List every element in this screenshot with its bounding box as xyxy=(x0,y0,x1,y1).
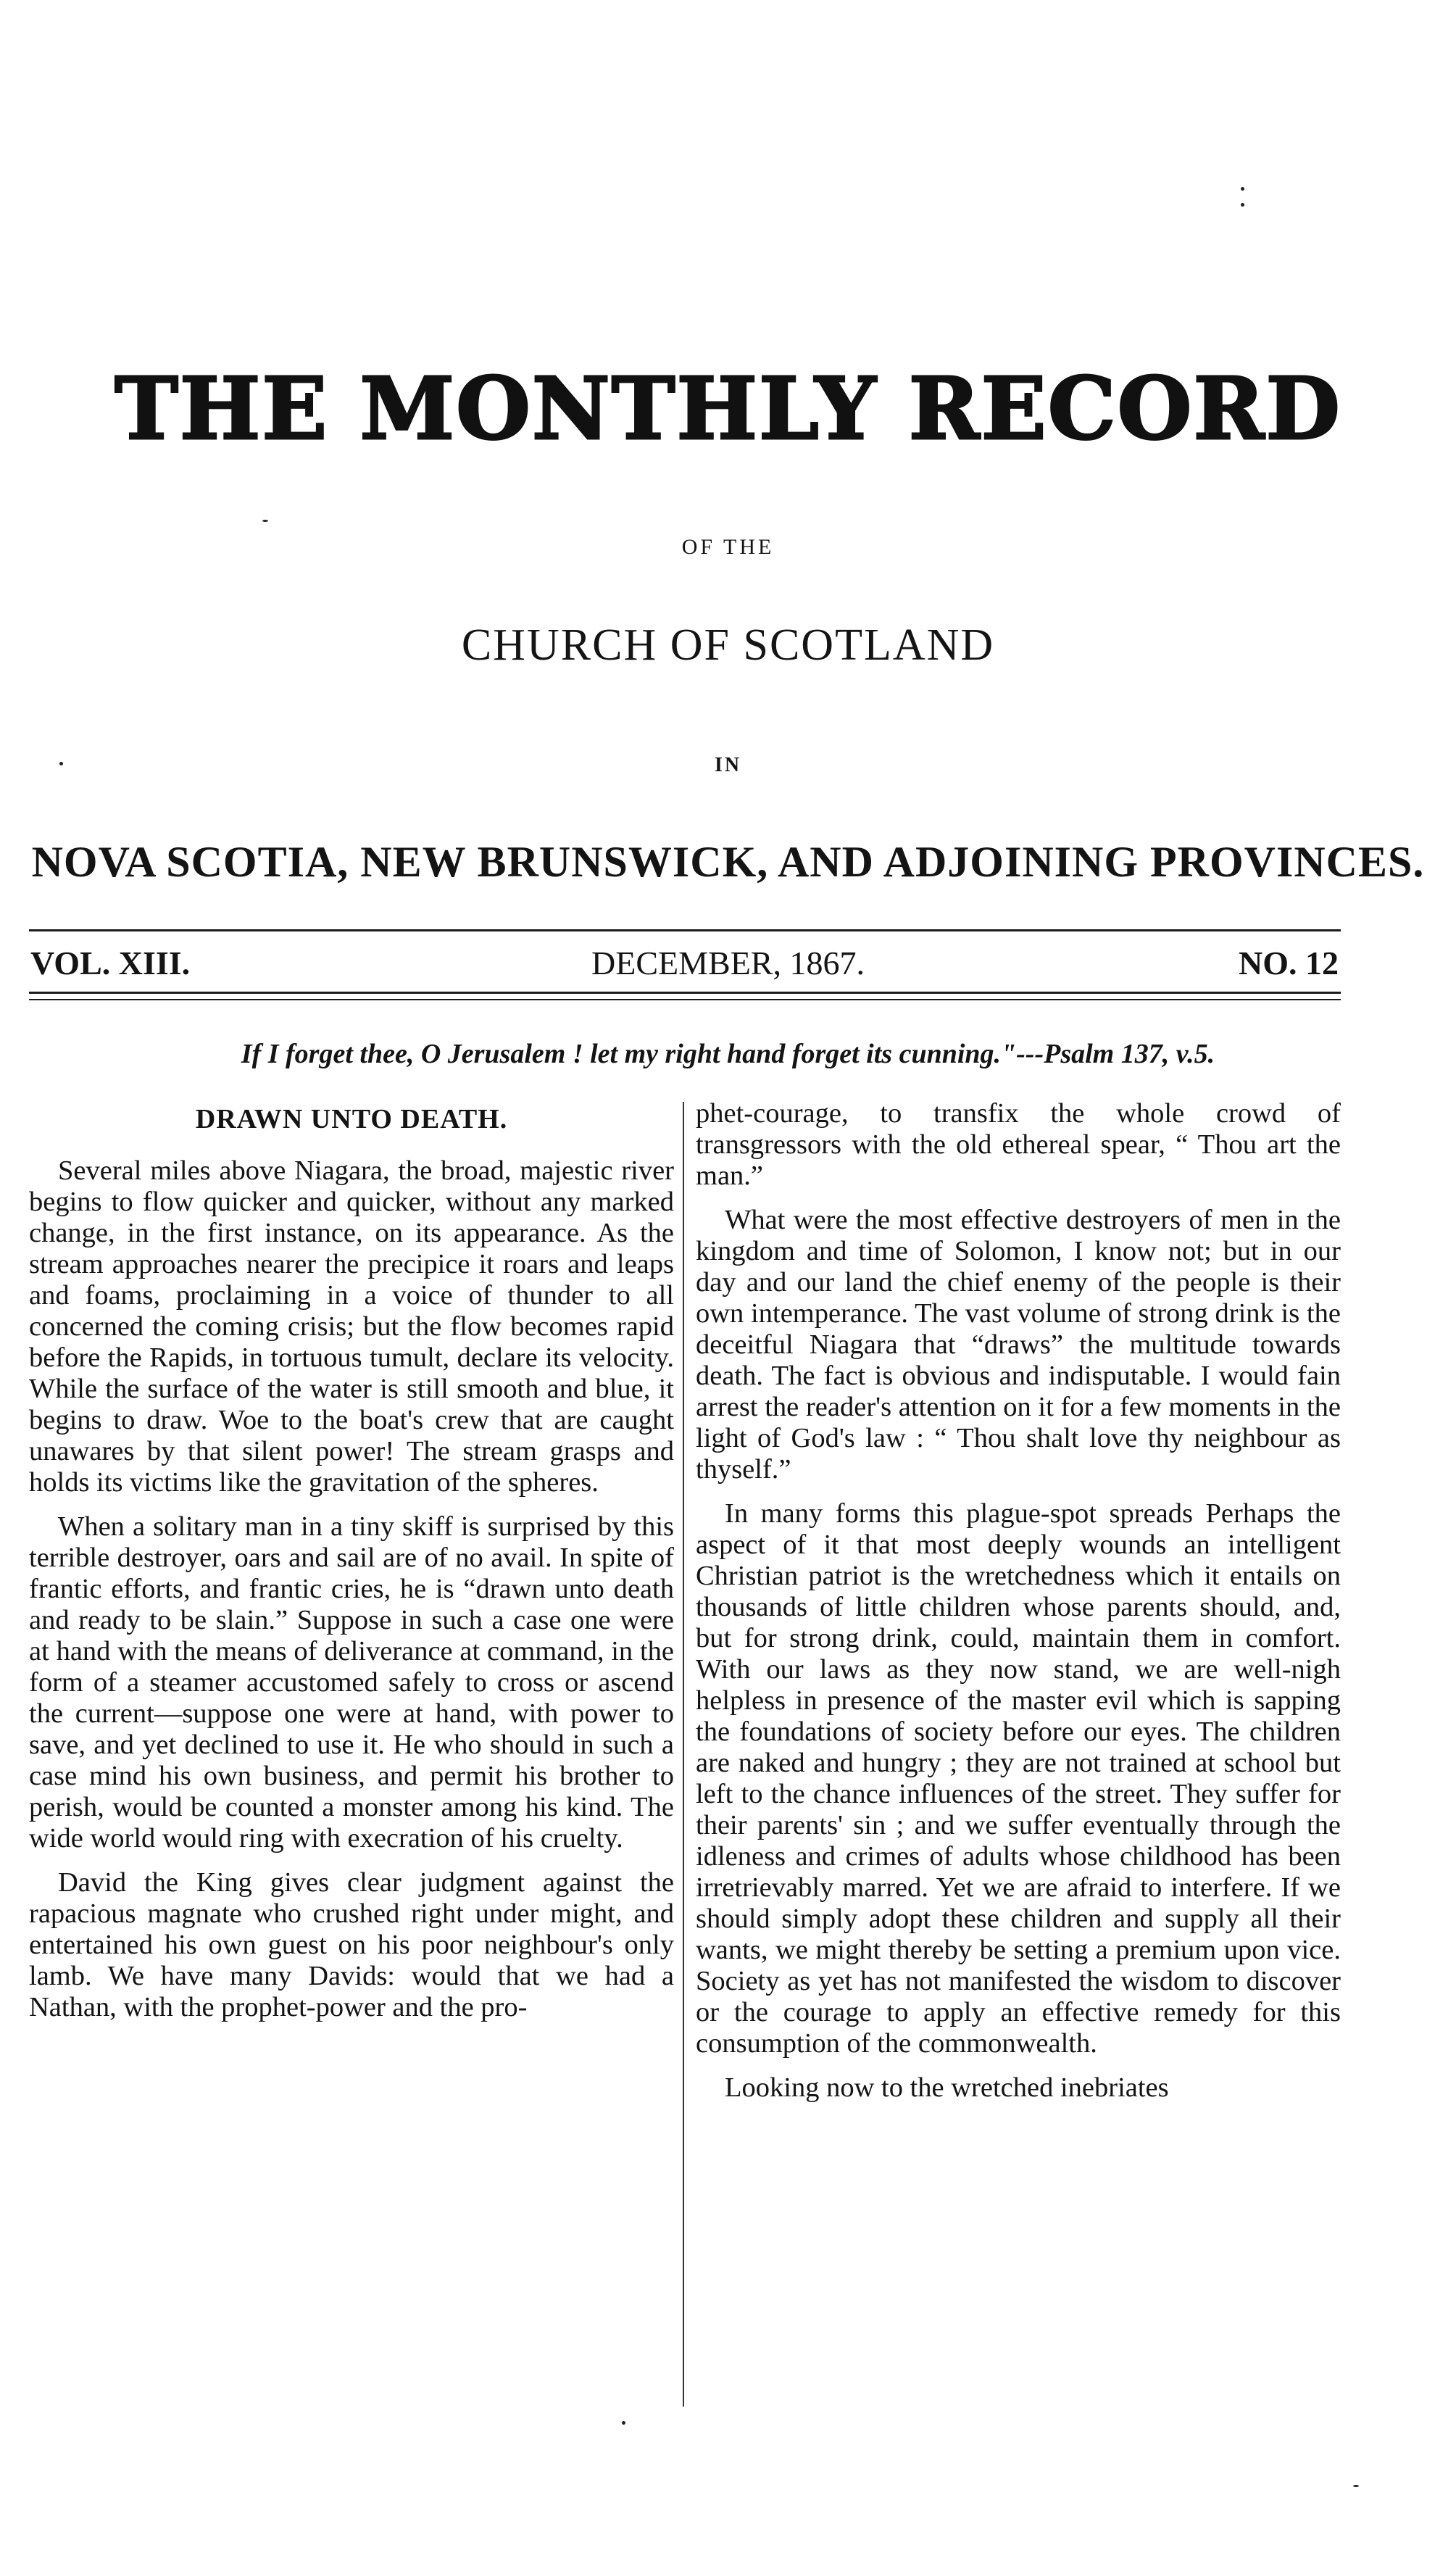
column-divider xyxy=(683,1102,684,2407)
masthead-of-the: OF THE xyxy=(681,535,775,559)
rule-bottom xyxy=(29,992,1341,994)
scan-speck xyxy=(622,2421,625,2425)
paragraph: Looking now to the wretched inebriates xyxy=(725,2072,1169,2103)
rule-top xyxy=(29,929,1341,931)
masthead-in: IN xyxy=(714,754,742,776)
column-left xyxy=(29,1098,674,2036)
paragraph: David the King gives clear judgment against the rapacious magnate who crushed right under might, and entertained his own guest on his poor neighbour's only lamb. We have many Davids: would that we had a Nathan, with the prophet-power and the pro- xyxy=(29,1867,674,2022)
issue-number: NO. 12 xyxy=(1239,945,1339,981)
scan-speck xyxy=(1353,2485,1359,2487)
masthead-title: THE MONTHLY RECORD xyxy=(115,358,1341,459)
paragraph: In many forms this plague-spot spreads Perhaps the aspect of it that most deeply wounds an intelligent Christian patriot is the wretchedness which it entails on thousands of little children whose parents should, and, but for strong drink, could, maintain them in comfort. With our laws as they now stand, we are well-nigh helpless in presence of the master evil which is sapping the foundations of society before our eyes. The children are naked and hungry ; they are not trained at school but left to the chance influences of the street. They suffer for their parents' sin ; and we suffer eventually through the idleness and crimes of adults whose childhood has been irretrievably marred. Yet we are afraid to interfere. If we should simply adopt these children and supply all their wants, we might thereby be setting a premium upon vice. Society as yet has not manifested the wisdom to discover or the courage to apply an effective remedy for this consumption of the commonwealth. xyxy=(696,1498,1341,2059)
scan-speck xyxy=(1241,187,1244,191)
issue-volume: VOL. XIII. xyxy=(30,945,191,981)
issue-date: DECEMBER, 1867. xyxy=(591,945,865,981)
scan-speck xyxy=(59,762,63,765)
scan-speck xyxy=(262,520,268,522)
article-title: DRAWN UNTO DEATH. xyxy=(195,1104,508,1134)
masthead-church: CHURCH OF SCOTLAND xyxy=(461,620,995,670)
rule-bottom-thin xyxy=(29,999,1341,1000)
paragraph: When a solitary man in a tiny skiff is surprised by this terrible destroyer, oars and sail are of no avail. In spite of frantic efforts, and frantic cries, he is “drawn unto death and ready to be slain.” Suppose in such a case one were at hand with the means of deliverance at command, in the form of a steamer accustomed safely to cross or ascend the current—suppose one were at hand, with power to save, and yet declined to use it. He who should in such a case mind his own business, and permit his brother to perish, would be counted a monster among his kind. The wide world would ring with execration of his cruelty. xyxy=(29,1511,674,1853)
scan-speck xyxy=(1241,203,1244,207)
column-right xyxy=(696,1098,1341,2117)
masthead-provinces: NOVA SCOTIA, NEW BRUNSWICK, AND ADJOINING PROVINCES. xyxy=(31,838,1425,886)
paragraph: What were the most effective destroyers of men in the kingdom and time of Solomon, I know not; but in our day and our land the chief enemy of the people is their own intemperance. The vast volume of strong drink is the deceitful Niagara that “draws” the multitude towards death. The fact is obvious and indisputable. I would fain arrest the reader's attention on it for a few moments in the light of God's law : “ Thou shalt love thy neighbour as thyself.” xyxy=(696,1205,1341,1485)
paragraph: Several miles above Niagara, the broad, majestic river begins to flow quicker and quicker, without any marked change, in the first instance, on its appearance. As the stream approaches nearer the precipice it roars and leaps and foams, proclaiming in a voice of thunder to all concerned the coming crisis; but the flow becomes rapid before the Rapids, in tortuous tumult, declare its velocity. While the surface of the water is still smooth and blue, it begins to draw. Woe to the boat's crew that are caught unawares by that silent power! The stream grasps and holds its victims like the gravitation of the spheres. xyxy=(29,1155,674,1498)
paragraph-continuation: phet-courage, to transfix the whole crowd of transgressors with the old ethereal spear, “ Thou art the man.” xyxy=(696,1098,1341,1191)
scripture-motto: If I forget thee, O Jerusalem ! let my right hand forget its cunning."---Psalm 137, v.5. xyxy=(241,1039,1215,1069)
